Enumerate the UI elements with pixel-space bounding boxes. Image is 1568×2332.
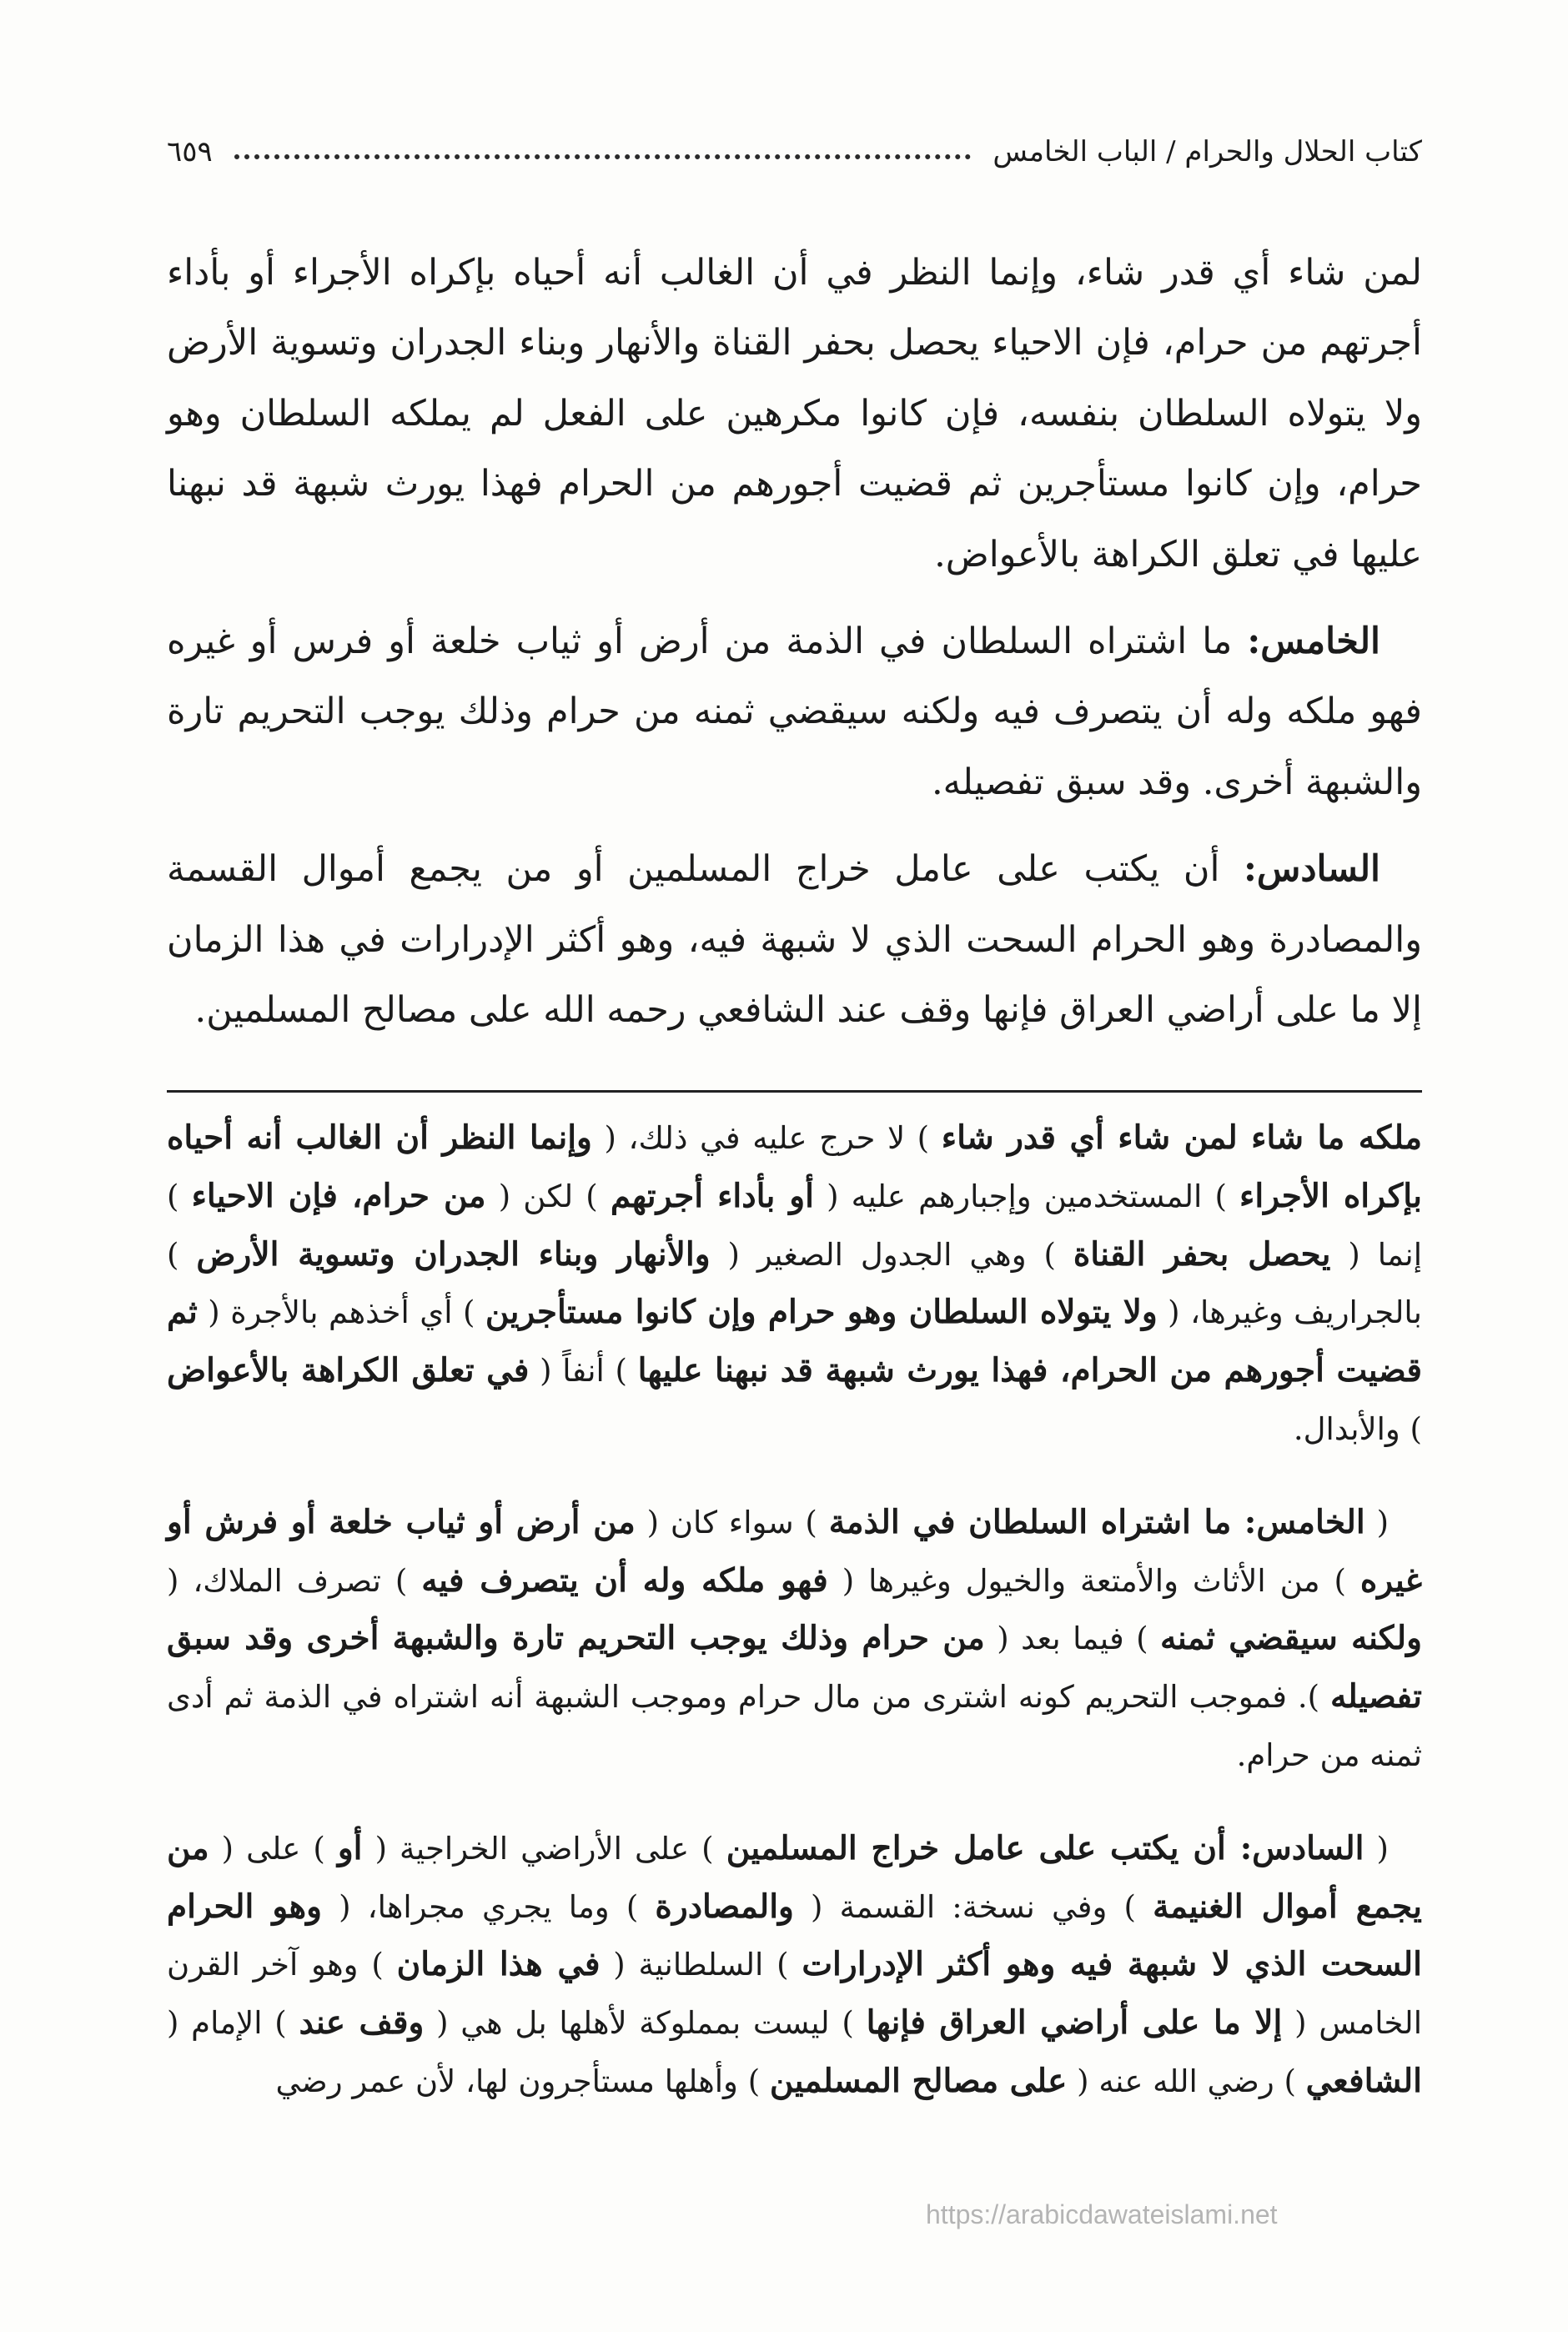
quoted-matn: الخامس: ما اشتراه السلطان في الذمة bbox=[828, 1502, 1365, 1541]
separator-rule bbox=[167, 1090, 1422, 1093]
quoted-matn: وإنما النظر أن الغالب أنه أحياه بإكراه الأجراء bbox=[167, 1118, 1422, 1215]
commentary-text: ( bbox=[1364, 1830, 1389, 1867]
commentary-text: ) فيما بعد ( bbox=[984, 1621, 1160, 1657]
running-header-title: كتاب الحلال والحرام / الباب الخامس bbox=[993, 135, 1422, 168]
commentary-text: ) سواء كان ( bbox=[635, 1504, 829, 1540]
quoted-matn: أو bbox=[337, 1828, 363, 1867]
quoted-matn: الشافعي bbox=[1305, 2061, 1422, 2100]
main-paragraph-2 bbox=[167, 606, 1422, 817]
quoted-matn: أو بأداء أجرتهم bbox=[610, 1176, 814, 1215]
commentary-text: ) والأبدال. bbox=[1293, 1410, 1422, 1447]
commentary-text: ) على ( bbox=[209, 1830, 338, 1867]
commentary-paragraph-3 bbox=[167, 1820, 1422, 2111]
commentary-text: ) تصرف الملاك، ( bbox=[167, 1562, 422, 1599]
main-text bbox=[167, 238, 1422, 1062]
commentary-text: ) الإمام ( bbox=[167, 2005, 299, 2042]
commentary-text: ) السلطانية ( bbox=[600, 1947, 802, 1983]
quoted-matn: والمصادرة bbox=[655, 1887, 794, 1926]
quoted-matn: من أرض أو ثياب خلعة أو فرش أو غيره bbox=[167, 1502, 1422, 1600]
commentary-text: ) بالجراريف وغيرها، ( bbox=[167, 1236, 1422, 1331]
commentary-text: ) ليست بمملوكة لأهلها بل هي ( bbox=[424, 2005, 867, 2042]
commentary-text: ( bbox=[1364, 1504, 1390, 1540]
commentary-text: ) أي أخذهم بالأجرة ( bbox=[197, 1294, 485, 1331]
commentary-text: ) رضي الله عنه ( bbox=[1067, 2063, 1306, 2099]
section-heading-sixth: السادس: bbox=[1243, 848, 1380, 891]
quoted-matn: من حرام، فإن الاحياء bbox=[191, 1176, 486, 1215]
quoted-matn: إلا ما على أراضي العراق فإنها bbox=[866, 2003, 1283, 2043]
quoted-matn: في تعلق الكراهة بالأعواض bbox=[167, 1351, 530, 1390]
commentary-text: ) على الأراضي الخراجية ( bbox=[362, 1830, 726, 1867]
commentary-paragraph-1 bbox=[167, 1109, 1422, 1459]
quoted-matn: ثم قضيت أجورهم من الحرام، فهذا يورث شبهة قد نبهنا عليها bbox=[167, 1293, 1423, 1390]
commentary-text: ) إنما ( bbox=[167, 1178, 1423, 1273]
commentary-text: ) لكن ( bbox=[485, 1178, 611, 1214]
commentary-text: ) من الأثاث والأمتعة والخيول وغيرها ( bbox=[827, 1562, 1360, 1599]
quoted-matn: السادس: أن يكتب على عامل خراج المسلمين bbox=[726, 1828, 1364, 1867]
leader-dots bbox=[234, 154, 972, 159]
quoted-matn: ولا يتولاه السلطان وهو حرام وإن كانوا مستأجرين bbox=[485, 1293, 1158, 1332]
running-header bbox=[167, 125, 1422, 178]
section-heading-fifth: الخامس: bbox=[1247, 621, 1380, 663]
commentary-text: ) أنفاً ( bbox=[529, 1353, 638, 1390]
main-paragraph-3-text: أن يكتب على عامل خراج المسلمين أو من يجمع أموال القسمة والمصادرة وهو الحرام السحت الذي لا شبهة فيه، وهو أكثر الإدرارات في هذا الزمان إلا ما على أراضي العراق فإنها وقف عند الشافعي رحمه الله على مصالح المسلمين. bbox=[167, 848, 1422, 1032]
commentary-text: ) وأهلها مستأجرون لها، لأن عمر رضي bbox=[275, 2063, 770, 2099]
main-paragraph-1-text: لمن شاء أي قدر شاء، وإنما النظر في أن الغالب أنه أحياه بإكراه الأجراء أو بأداء أجرتهم من حرام، فإن الاحياء يحصل بحفر القناة والأنهار وبناء الجدران وتسوية الأرض ولا يتولاه السلطان بنفسه، فإن كانوا مكرهين على الفعل لم يملكه السلطان وهو حرام، وإن كانوا مستأجرين ثم قضيت أجورهم من الحرام فهذا يورث شبهة قد نبهنا عليها في تعلق الكراهة بالأعواض. bbox=[167, 252, 1422, 575]
quoted-matn: وهو الحرام السحت الذي لا شبهة فيه وهو أكثر الإدرارات bbox=[167, 1887, 1422, 1984]
commentary-paragraph-2 bbox=[167, 1494, 1422, 1785]
quoted-matn: في هذا الزمان bbox=[396, 1945, 601, 1984]
quoted-matn: من حرام وذلك يوجب التحريم تارة والشبهة أخرى وقد سبق تفصيله bbox=[167, 1619, 1422, 1716]
quoted-matn: يحصل بحفر القناة bbox=[1073, 1234, 1331, 1274]
main-paragraph-3 bbox=[167, 834, 1422, 1045]
commentary-text: ) وما يجري مجراها، ( bbox=[321, 1888, 656, 1925]
commentary-text: ). فموجب التحريم كونه اشترى من مال حرام وموجب الشبهة أنه اشتراه في الذمة ثم أدى ثمنه من حرام. bbox=[167, 1679, 1422, 1773]
quoted-matn: وقف عند bbox=[299, 2003, 425, 2043]
commentary-text: ) وفي نسخة: القسمة ( bbox=[793, 1888, 1153, 1925]
quoted-matn: ولكنه سيقضي ثمنه bbox=[1159, 1619, 1422, 1658]
page-number: ٦٥٩ bbox=[167, 135, 213, 168]
quoted-matn: والأنهار وبناء الجدران وتسوية الأرض bbox=[196, 1234, 711, 1274]
quoted-matn: ملكه ما شاء لمن شاء أي قدر شاء bbox=[941, 1118, 1422, 1157]
quoted-matn: من يجمع أموال الغنيمة bbox=[167, 1828, 1422, 1926]
commentary-text: ) وهي الجدول الصغير ( bbox=[710, 1236, 1073, 1273]
commentary-text: ) وهو آخر القرن الخامس ( bbox=[167, 1947, 1422, 2042]
commentary-text: ) لا حرج عليه في ذلك، ( bbox=[591, 1120, 942, 1156]
main-paragraph-1 bbox=[167, 238, 1422, 590]
commentary-text: ) المستخدمين وإجبارهم عليه ( bbox=[813, 1178, 1240, 1214]
main-paragraph-2-text: ما اشتراه السلطان في الذمة من أرض أو ثياب خلعة أو فرس أو غيره فهو ملكه وله أن يتصرف فيه ولكنه سيقضي ثمنه من حرام وذلك يوجب التحريم تارة والشبهة أخرى. وقد سبق تفصيله. bbox=[167, 621, 1422, 803]
quoted-matn: على مصالح المسلمين bbox=[769, 2061, 1068, 2100]
commentary bbox=[167, 1109, 1422, 2111]
quoted-matn: فهو ملكه وله أن يتصرف فيه bbox=[421, 1561, 828, 1600]
watermark-url: https://arabicdawateislami.net bbox=[926, 2199, 1278, 2229]
